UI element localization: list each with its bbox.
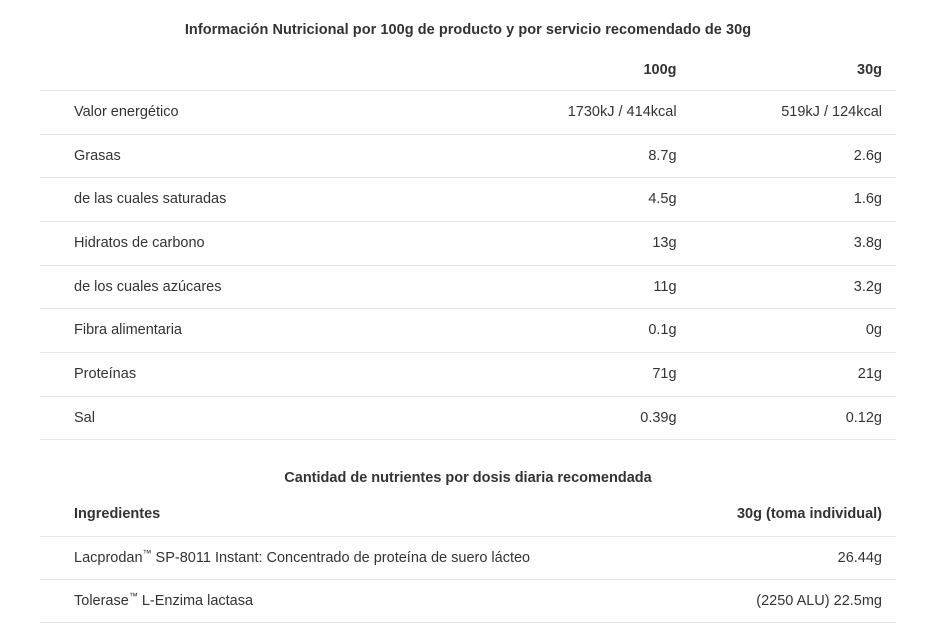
nutrition-col-30g: 30g xyxy=(857,62,882,78)
ingredient-name xyxy=(40,580,656,623)
nutrient-name: de los cuales azúcares xyxy=(40,265,485,309)
nutrient-value-100g: 0.1g xyxy=(485,309,690,353)
ingredients-header-row xyxy=(40,502,896,537)
nutrient-value-30g: 0.12g xyxy=(691,396,896,440)
ingredient-description: L-Enzima lactasa xyxy=(137,593,254,610)
nutrient-value-100g: 11g xyxy=(485,265,690,309)
table-row xyxy=(40,222,896,266)
nutrient-name: Fibra alimentaria xyxy=(40,309,485,353)
nutrient-value-100g: 8.7g xyxy=(485,134,690,178)
table-row xyxy=(40,265,896,309)
trademark-symbol: ™ xyxy=(142,548,152,559)
nutrient-name: Valor energético xyxy=(40,91,485,135)
nutrient-name: Sal xyxy=(40,396,485,440)
nutrient-name: Grasas xyxy=(40,134,485,178)
table-row xyxy=(40,309,896,353)
nutrient-name: Proteínas xyxy=(40,353,485,397)
nutrient-value-30g: 21g xyxy=(691,353,896,397)
table-row xyxy=(40,134,896,178)
nutrient-value-30g: 1.6g xyxy=(691,178,896,222)
table-row xyxy=(40,353,896,397)
ingredients-col-dose: 30g (toma individual) xyxy=(736,506,882,523)
ingredient-name xyxy=(40,537,656,580)
nutrition-title: Información Nutricional por 100g de producto y por servicio recomendado de 30g xyxy=(184,22,752,38)
nutrient-name: de las cuales saturadas xyxy=(40,178,485,222)
table-row xyxy=(40,537,896,580)
nutrient-value-30g: 0g xyxy=(691,309,896,353)
nutrition-table xyxy=(40,56,896,440)
table-row xyxy=(40,91,896,135)
nutrient-name: Hidratos de carbono xyxy=(40,222,485,266)
nutrition-table-body xyxy=(40,91,896,440)
nutrition-col-100g: 100g xyxy=(643,62,677,78)
ingredients-title: Cantidad de nutrientes por dosis diaria recomendada xyxy=(284,470,652,487)
nutrient-value-30g: 3.2g xyxy=(691,265,896,309)
nutrition-table-head xyxy=(40,56,896,91)
table-row xyxy=(40,396,896,440)
nutrition-header-row xyxy=(40,56,896,91)
nutrition-col-name xyxy=(40,56,485,91)
ingredients-table-body xyxy=(40,537,896,623)
nutrient-value-100g: 1730kJ / 414kcal xyxy=(485,91,690,135)
table-row xyxy=(40,178,896,222)
nutrient-value-30g: 3.8g xyxy=(691,222,896,266)
nutrient-value-100g: 0.39g xyxy=(485,396,690,440)
ingredient-dose: 26.44g xyxy=(656,537,896,580)
nutrient-value-100g: 4.5g xyxy=(485,178,690,222)
ingredients-col-name: Ingredientes xyxy=(74,506,161,523)
ingredient-brand: Tolerase xyxy=(74,593,129,610)
table-row xyxy=(40,580,896,623)
nutrient-value-30g: 2.6g xyxy=(691,134,896,178)
ingredient-description: SP-8011 Instant: Concentrado de proteína de suero lácteo xyxy=(151,550,531,567)
nutrient-value-100g: 13g xyxy=(485,222,690,266)
ingredient-brand: Lacprodan xyxy=(74,550,143,567)
nutrient-value-100g: 71g xyxy=(485,353,690,397)
nutrient-value-30g: 519kJ / 124kcal xyxy=(691,91,896,135)
trademark-symbol: ™ xyxy=(128,591,138,602)
ingredients-table-head xyxy=(40,502,896,537)
ingredients-table xyxy=(40,502,896,623)
ingredient-dose: (2250 ALU) 22.5mg xyxy=(656,580,896,623)
